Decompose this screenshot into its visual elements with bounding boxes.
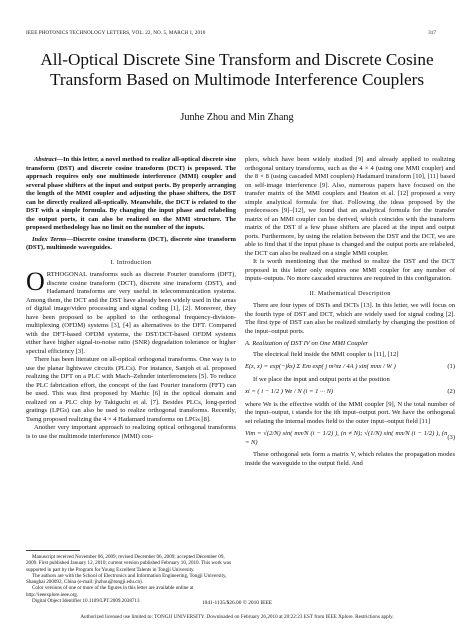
running-header-page-number: 317 [428, 30, 436, 36]
index-terms [26, 236, 236, 253]
subsection-heading-a: A. Realization of DST IV on One MMI Coupler [245, 340, 369, 347]
equation-1-number: (1) [447, 363, 455, 370]
footnote-color: Color versions of one or more of the figures in this letter are available online at http://ieeexplore.ieee.org. [26, 585, 194, 598]
right-paragraph-4: The electrical field inside the MMI coupler is [11], [12] [253, 350, 399, 358]
index-terms-text: Discrete cosine transform (DCT), discrete sine transform (DST), multimode waveguides. [26, 235, 236, 251]
right-paragraph-2: It is worth mentioning that the method to realize the DST and the DCT proposed in this letter only requires one MMI coupler for any number of inputs–outputs. No more cascaded structures are required in this configuration. [245, 258, 455, 282]
equation-3 [245, 430, 455, 447]
right-paragraph-5: If we place the input and output ports at the position [253, 375, 390, 383]
paper-authors: Junhe Zhou and Min Zhang [180, 112, 294, 123]
equation-2-body: xi = ( i − 1/2 ) We / N (i = 1 ··· N) [245, 388, 334, 395]
abstract-text: In this letter, a novel method to realize all-optical discrete sine transform (DST) and discrete cosine transform (DCT) is proposed. The approach requires only one multimode interference (MMI) coupler and several phase shifters at the input and output ports. By properly arranging the length of the MMI coupler and adjusting the phase shifters, the DST can be directly realized all-optically. Meanwhile, the DCT is related to the DST with a simple formula. By changing the input phase and relabeling the output ports, it can also be realized on the MMI structure. The proposed methodology has no limit on the number of the inputs. [26, 156, 236, 231]
right-paragraph-1: plers, which have been widely studied [9] and already applied to realizing orthogonal unitary transforms, such as the 4 × 4 (using one MMI coupler) and the 8 × 8 (using cascaded MMI couplers) Hadamard transform [10], [11] based on self-image interference [9]. Also, numerous papers have focused on the transfer matrix of the MMI couplers and Heaton et al. [12] proposed a very simple analytical formula for that. Following the ideas proposed by the predecessors [9]–[12], we found that an analytical formula for the transfer matrix of an MMI coupler can be derived, which coincides with the transform matrix of the DST if a few phase shifters are placed at the input and output ports. Furthermore, by using the relation between the DST and the DCT, we are able to find that if the input phase is changed and the output ports are relabeled, the DCT can also be realized on a single MMI coupler. [245, 156, 455, 257]
equation-2-number: (2) [447, 388, 455, 395]
intro-paragraph-1-text: RTHOGONAL transforms such as discrete Fourier transform (DFT), discrete cosine transform (DCT), discrete sine transform (DST), and Hadamard transforms are very useful in telecommunication systems. Among them, the DCT and the DST have already been widely used in the areas of digital image/video processing and signal coding [1], [2]. Moreover, they have been proposed to be applied to the orthogonal frequency-division-multiplexing (OFDM) systems [3], [4] as alternatives to the DFT. Compared with the DFT-based OFDM systems, the DST/DCT-based OFDM systems either have higher signal-to-noise ratio (SNR) degradation tolerance or higher spectral efficiency [3]. [26, 271, 236, 355]
running-header-journal: IEEE PHOTONICS TECHNOLOGY LETTERS, VOL. 22, NO. 5, MARCH 1, 2010 [26, 30, 206, 36]
equation-3-number: (3) [447, 434, 455, 442]
footnote-manuscript: Manuscript received November 06, 2009; revised December 06, 2009; accepted December 09, 2009. First published January 12, 2010; current version published February 10, 2010. This work was supported in part by the Program for Young Excellent Talents in Tongji University. [26, 554, 232, 573]
left-column [26, 156, 236, 441]
footnote-rule [26, 550, 80, 551]
equation-2 [245, 388, 455, 397]
footnotes [26, 554, 236, 604]
equation-1-body: E(z, x) = exp(−jks) Σ Em exp( j m²πz / 4A ) sin( mπx / W ) [245, 363, 396, 370]
right-paragraph-7: These orthogonal sets form a matrix V, which relates the propagation modes inside the waveguide to the output field. And [245, 451, 455, 467]
right-paragraph-3: There are four types of DSTs and DCTs [13]. In this letter, we will focus on the fourth type of DST and DCT, which are widely used for signal coding [2]. The first type of DST can also be realized similarly by changing the position of the input–output ports. [245, 302, 455, 335]
authorized-use-notice: Authorized licensed use limited to: TONGJI UNIVERSITY. Downloaded on February 26,2010 at 20:22:23 EST from IEEE Xplore. Restrictions apply. [80, 614, 394, 620]
right-column [245, 156, 455, 468]
section-heading-math: II. Mathematical Description [309, 289, 391, 297]
footnote-doi: Digital Object Identifier 10.1109/LPT.2009.2038713 [32, 598, 140, 605]
footnote-affiliation: The authors are with the School of Electronics and Information Engineering, Tongji University, Shanghai 200092, China (e-mail: jhzhou@tongji.edu.cn). [26, 572, 227, 586]
intro-paragraph-2: There has been literature on all-optical orthogonal transforms. One way is to use the planar lightwave circuits (PLCs). For instance, Sanjoh et al. proposed realizing the DFT on a PLC with Mach–Zehnder interferometers [5]. To reduce the PLC fabrication effort, the concept of the fast Fourier transform (FFT) can be used. This was first proposed by Marhic [6] in the optical domain and realized on a PLC chip by Takiguchi et al. [7]. Besides PLCs, long-period gratings (LPGs) can also be used to realize orthogonal transforms. Recently, Tseng proposed realizing the 4 × 4 Hadamard transforms on LPGs [8]. [26, 356, 236, 423]
section-heading-introduction: I. Introduction [110, 258, 152, 266]
drop-cap: O [26, 267, 45, 296]
index-terms-lead: Index Terms— [32, 235, 74, 243]
right-paragraph-6: where We is the effective width of the MMI coupler [9], N the total number of the input–output, i stands for the ith input–output port. We have the orthogonal set relating the internal modes field to the outer input–output field [11] [245, 400, 455, 425]
equation-1 [245, 363, 455, 372]
abstract [26, 156, 236, 233]
intro-paragraph-1 [26, 267, 236, 356]
abstract-lead: Abstract— [34, 156, 64, 163]
equation-3-body: Vim = √(2/N) sin( mπ/N (i − 1/2) ), (n ≠ N); √(1/N) sin( mπ/N (i − 1/2) ), (n = N) [245, 430, 448, 446]
issn-copyright: 1041-1135/$26.00 © 2010 IEEE [201, 600, 273, 606]
intro-paragraph-3: Another very important approach to realizing optical orthogonal transforms is to use the multimode interference (MMI) cou- [26, 424, 236, 440]
paper-title: All-Optical Discrete Sine Transform and Discrete Cosine Transform Based on Multimode Interference Couplers [40, 50, 434, 89]
